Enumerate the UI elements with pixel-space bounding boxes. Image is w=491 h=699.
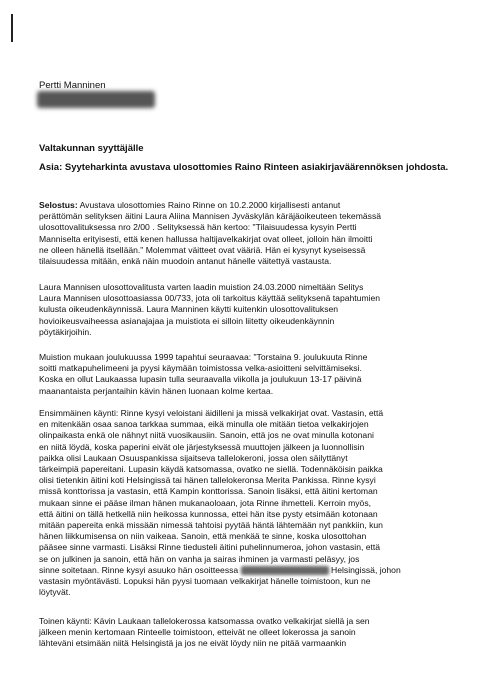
- paragraph-statement: [39, 200, 479, 267]
- redacted-address: [37, 91, 155, 108]
- statement-label: Selostus:: [39, 200, 78, 210]
- statement-text: Avustava ulosottomies Raino Rinne on 10.2.2000 kirjallisesti antanut perättömän selityksen äitini Laura Aliina Mannisen Jyväskylän käräjäoikeuteen tekemässä ulosottovalituksessa nro 2/00 . Selityksessä hän kertoo: "Tilaisuudessa kysyin Pertti Manniselta erityisesti, että kenen hallussa haltijavelkakirjat ovat olleet, jolloin hän ilmoitti ne olleen hänellä itsellään." Molemmat väitteet ovat vääriä. Hän ei kysynyt kyseisessä tilaisuudessa mitään, enkä näin muodoin antanut hänelle väitettyä vastausta.: [39, 200, 382, 267]
- redacted-address-inline: [241, 566, 329, 575]
- subject-text: Syyteharkinta avustava ulosottomies Raino Rinteen asiakirjaväärennöksen johdosta.: [64, 162, 449, 173]
- sender-name: Pertti Manninen: [39, 80, 106, 91]
- paragraph-first-visit: [39, 408, 479, 598]
- margin-mark: [11, 14, 13, 42]
- subject: [39, 162, 469, 174]
- first-visit-text-a: Ensimmäinen käynti: Rinne kysyi veloistani äidilleni ja missä velkakirjat ovat. Vastasin, että en mitenkään osaa sanoa tarkkaa summaa, eikä minulla ole mitään tietoa velkakirjojen olinpaikasta enkä ole nähnyt niitä vuosikausiin. Sanoin, että jos ne ovat minulla kotonani en niitä löydä, koska paperini eivät ole järjestyksessä muuttojen jälkeen ja luonnollisin paikka olisi Laukaan Osuuspankissa sijaitseva tallelokeroni, jossa olen säilyttänyt tärkeimpiä papereitani. Lupasin käydä katsomassa, ovatko ne siellä. Todennäköisin paikka olisi tietenkin äitini koti Helsingissä tai hänen tallelokeronsa Merita Pankissa. Rinne kysyi missä konttorissa ja vastasin, että Kampin konttorissa. Sanoin lisäksi, että äitini kertoman mukaan sinne ei pääse ilman hänen mukanaoloaan, jota Rinne ihmetteli. Kerroin myös, että äitini on tällä hetkellä niin heikossa kunnossa, ettei hän itse pysty etsimään kotonaan mitään papereita enkä missään nimessä tahtoisi pyytää häntä lähtemään nyt pankkiin, kun hänen liikkumisensa on niin vaikeaa. Sanoin, että menkää te sinne, koska ulosottohan pääsee sinne varmasti. Lisäksi Rinne tiedusteli äitini puhelinnumeroa, johon vastasin, että se on julkinen ja sanoin, että hän on vanha ja sairas ihminen ja varmasti peläsyy, jos sinne soitetaan. Rinne kysyi asuuko hän osoitteessa: [39, 408, 384, 575]
- paragraph-memo: Laura Mannisen ulosottovalitusta varten laadin muistion 24.03.2000 nimeltään Selitys Laura Mannisen ulosottoasiassa 00/733, jota oli tarkoitus käyttää selityksenä tapahtumien kulusta oikeudenkäynnissä. Laura Manninen käytti kuitenkin ulosottovalituksen hovioikeusvaiheessa asianajajaa ja muistiota ei silloin liitetty oikeudenkäynnin pöytäkirjoihin.: [39, 282, 381, 337]
- recipient: Valtakunnan syyttäjälle: [39, 143, 144, 154]
- paragraph-second-visit: Toinen käynti: Kävin Laukaan tallelokerossa katsomassa ovatko velkakirjat siellä ja sen jälkeen menin kertomaan Rinteelle toimistoon, etteivät ne olleet lokerossa ja sanoin lähteväni etsimään niitä Helsingistä ja jos ne eivät löydy niin ne pitää varmaankin: [39, 616, 370, 649]
- subject-label: Asia:: [39, 162, 63, 173]
- paragraph-memo-quote: Muistion mukaan joulukuussa 1999 tapahtui seuraavaa: "Torstaina 9. joulukuuta Rinne soitti matkapuhelimeeni ja pyysi käymään toimistossa velka-asioitteni selvittämiseksi. Koska en ollut Laukaassa lupasin tulla seuraavalla viikolla ja joulukuun 13-17 päivinä maanantaista perjantaihin kävin hänen luonaan kolme kertaa.: [39, 352, 368, 396]
- first-visit-text-b: Helsingissä, johon vastasin myöntävästi. Lopuksi hän pyysi tuomaan velkakirjat hänelle toimistoon, kun ne löytyvät.: [39, 564, 401, 598]
